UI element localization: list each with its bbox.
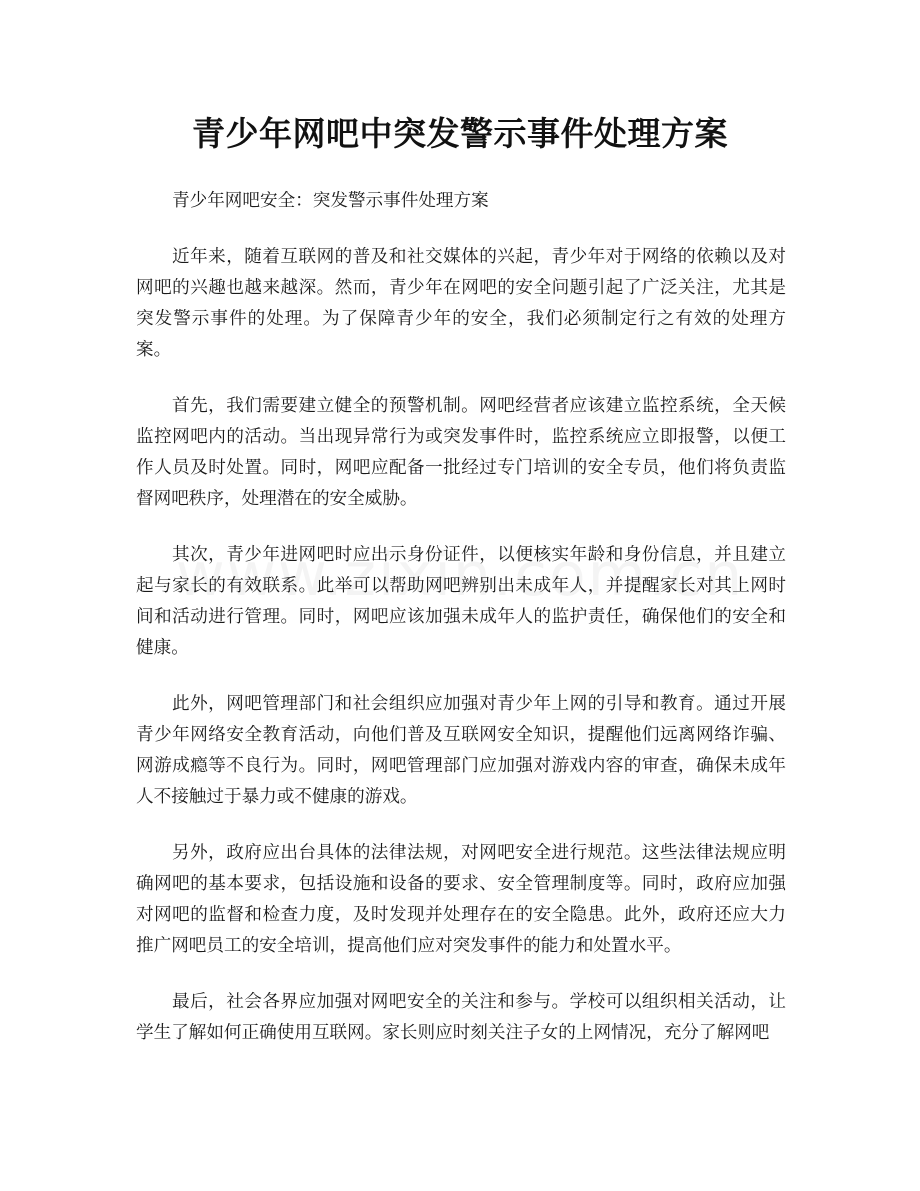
- subtitle-paragraph: 青少年网吧安全：突发警示事件处理方案: [172, 191, 489, 211]
- document-body: [136, 186, 786, 1074]
- paragraph-3: 其次，青少年进网吧时应出示身份证件，以便核实年龄和身份信息，并且建立起与家长的有效联系。此举可以帮助网吧辨别出未成年人，并提醒家长对其上网时间和活动进行管理。同时，网吧应该加强未成年人的监护责任，确保他们的安全和健康。: [136, 545, 786, 658]
- paragraph-6: 最后，社会各界应加强对网吧安全的关注和参与。学校可以组织相关活动，让学生了解如何正确使用互联网。家长则应时刻关注子女的上网情况，充分了解网吧: [136, 992, 786, 1043]
- paragraph-1: 近年来，随着互联网的普及和社交媒体的兴起，青少年对于网络的依赖以及对网吧的兴趣也越来越深。然而，青少年在网吧的安全问题引起了广泛关注，尤其是突发警示事件的处理。为了保障青少年的安全，我们必须制定行之有效的处理方案。: [136, 247, 786, 360]
- paragraph-2: 首先，我们需要建立健全的预警机制。网吧经营者应该建立监控系统，全天候监控网吧内的活动。当出现异常行为或突发事件时，监控系统应立即报警，以便工作人员及时处置。同时，网吧应配备一批经过专门培训的安全专员，他们将负责监督网吧秩序，处理潜在的安全威胁。: [136, 396, 786, 509]
- paragraph-4: 此外，网吧管理部门和社会组织应加强对青少年上网的引导和教育。通过开展青少年网络安全教育活动，向他们普及互联网安全知识，提醒他们远离网络诈骗、网游成瘾等不良行为。同时，网吧管理部门应加强对游戏内容的审查，确保未成年人不接触过于暴力或不健康的游戏。: [136, 694, 786, 807]
- document-title: 青少年网吧中突发警示事件处理方案: [192, 114, 728, 153]
- paragraph-5: 另外，政府应出台具体的法律法规，对网吧安全进行规范。这些法律法规应明确网吧的基本要求，包括设施和设备的要求、安全管理制度等。同时，政府应加强对网吧的监督和检查力度，及时发现并处理存在的安全隐患。此外，政府还应大力推广网吧员工的安全培训，提高他们应对突发事件的能力和处置水平。: [136, 843, 786, 956]
